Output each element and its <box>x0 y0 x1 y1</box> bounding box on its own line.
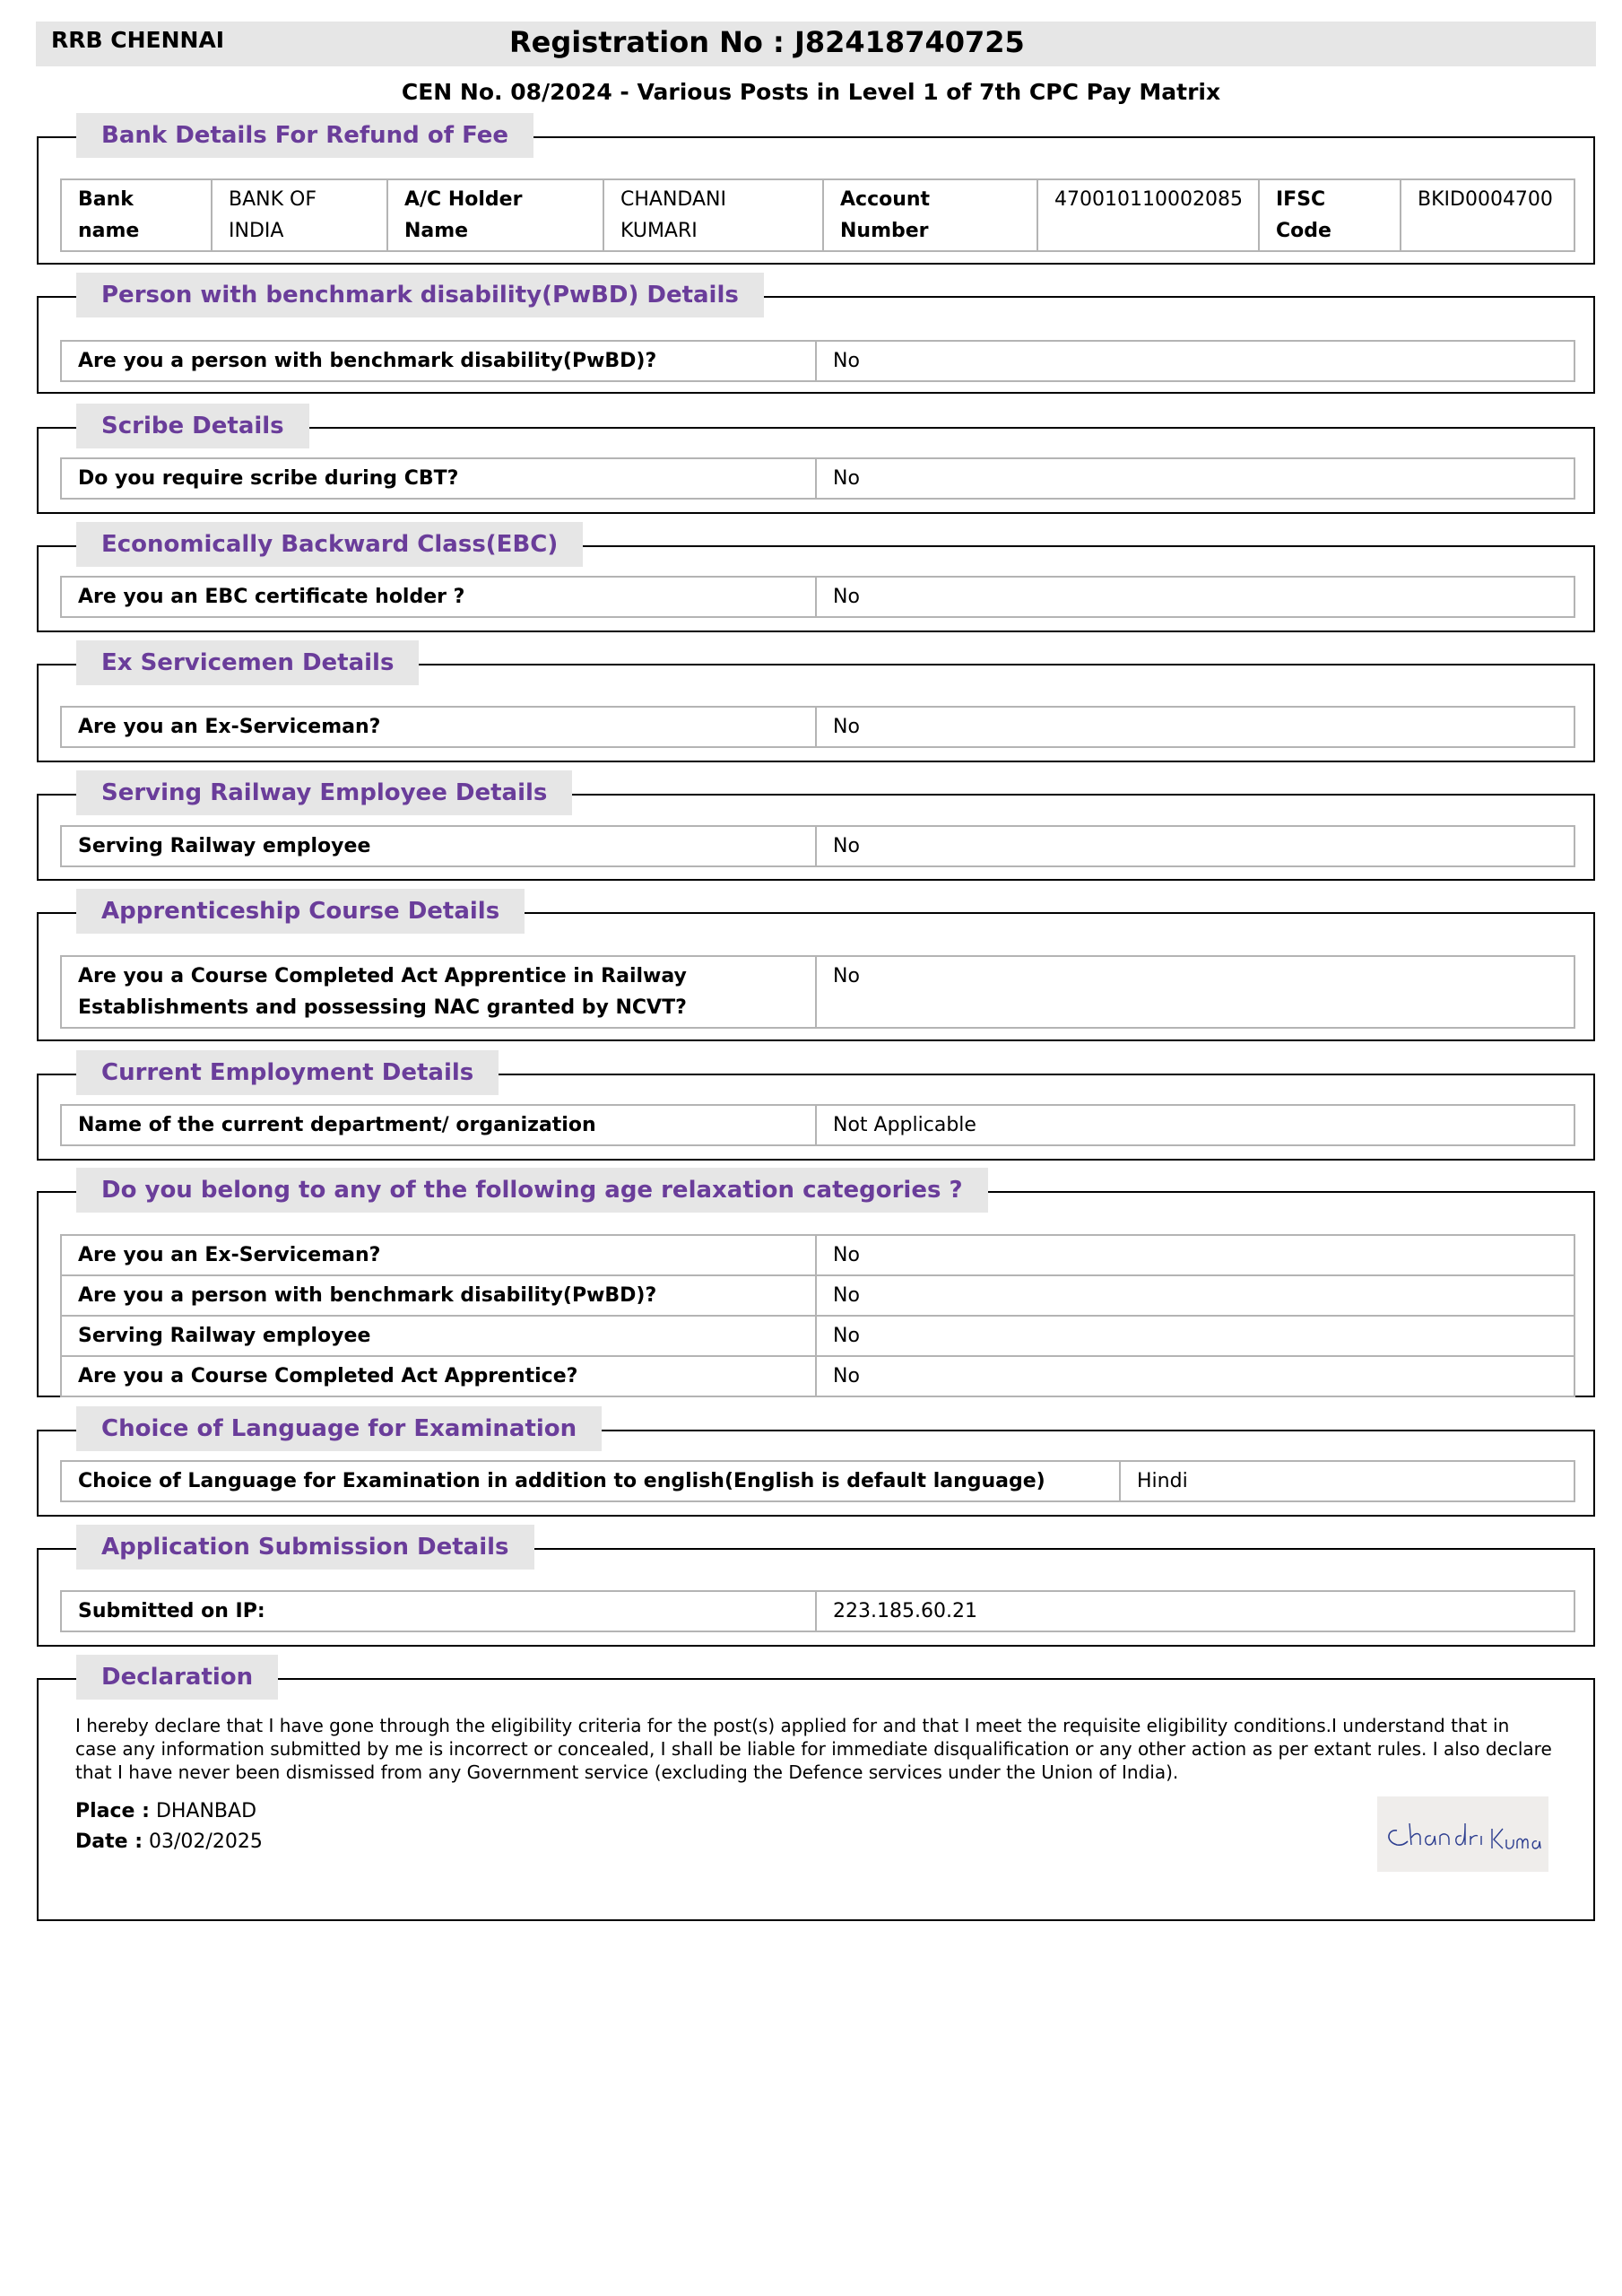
bank-name-label: Bank name <box>61 179 212 251</box>
section-title: Person with benchmark disability(PwBD) Details <box>76 273 764 317</box>
age-relax-question: Are you an Ex-Serviceman? <box>61 1235 816 1275</box>
ex-servicemen-question: Are you an Ex-Serviceman? <box>61 707 816 747</box>
submission-table <box>60 1590 1575 1632</box>
table-row <box>61 1275 1574 1316</box>
ebc-section <box>37 531 1595 632</box>
bank-details-section <box>37 122 1595 265</box>
registration-number: Registration No : J82418740725 <box>509 25 1025 59</box>
table-row <box>61 1591 1574 1631</box>
ex-servicemen-section <box>37 649 1595 762</box>
table-row <box>61 826 1574 866</box>
pwbd-question: Are you a person with benchmark disability(PwBD)? <box>61 341 816 381</box>
ebc-question: Are you an EBC certificate holder ? <box>61 577 816 617</box>
table-row <box>61 1235 1574 1275</box>
ex-servicemen-answer: No <box>816 707 1574 747</box>
railway-employee-question: Serving Railway employee <box>61 826 816 866</box>
place-value: DHANBAD <box>155 1800 257 1822</box>
age-relaxation-section <box>37 1177 1595 1397</box>
pwbd-table <box>60 340 1575 382</box>
submission-section <box>37 1534 1595 1647</box>
ifsc-value: BKID0004700 <box>1401 179 1574 251</box>
section-title: Economically Backward Class(EBC) <box>76 522 583 567</box>
place-line <box>75 1800 256 1822</box>
date-label: Date : <box>75 1831 143 1853</box>
holder-name-label: A/C Holder Name <box>387 179 603 251</box>
table-row <box>61 956 1574 1028</box>
table-row <box>61 577 1574 617</box>
age-relax-question: Serving Railway employee <box>61 1316 816 1356</box>
apprenticeship-answer: No <box>816 956 1574 1028</box>
language-section <box>37 1415 1595 1517</box>
section-title: Application Submission Details <box>76 1525 534 1570</box>
table-row <box>61 1356 1574 1396</box>
header-bar <box>36 22 1596 66</box>
apprenticeship-question: Are you a Course Completed Act Apprentice in Railway Establishments and possessing NAC granted by NCVT? <box>61 956 816 1028</box>
current-employment-section <box>37 1059 1595 1161</box>
age-relaxation-table <box>60 1234 1575 1397</box>
holder-name-value: CHANDANI KUMARI <box>603 179 823 251</box>
ebc-answer: No <box>816 577 1574 617</box>
signature-drawing <box>1377 1796 1548 1872</box>
cen-title: CEN No. 08/2024 - Various Posts in Level 1 of 7th CPC Pay Matrix <box>401 79 1221 105</box>
railway-employee-section <box>37 779 1595 881</box>
apprenticeship-table <box>60 955 1575 1029</box>
age-relax-question: Are you a person with benchmark disability(PwBD)? <box>61 1275 816 1316</box>
apprenticeship-section <box>37 898 1595 1041</box>
section-title: Ex Servicemen Details <box>76 640 419 685</box>
place-label: Place : <box>75 1800 150 1822</box>
ebc-table <box>60 576 1575 618</box>
age-relax-answer: No <box>816 1356 1574 1396</box>
ifsc-label: IFSC Code <box>1259 179 1401 251</box>
section-title: Do you belong to any of the following age relaxation categories ? <box>76 1168 988 1213</box>
employment-question: Name of the current department/ organization <box>61 1105 816 1145</box>
table-row <box>61 179 1574 251</box>
table-row <box>61 707 1574 747</box>
age-relax-answer: No <box>816 1235 1574 1275</box>
table-row <box>61 341 1574 381</box>
section-title: Choice of Language for Examination <box>76 1406 602 1451</box>
employment-answer: Not Applicable <box>816 1105 1574 1145</box>
section-title: Current Employment Details <box>76 1050 499 1095</box>
section-title: Apprenticeship Course Details <box>76 889 525 934</box>
current-employment-table <box>60 1104 1575 1146</box>
bank-name-value: BANK OF INDIA <box>212 179 387 251</box>
account-number-value: 470010110002085 <box>1037 179 1259 251</box>
account-number-label: Account Number <box>823 179 1037 251</box>
table-row <box>61 458 1574 499</box>
date-line <box>75 1831 263 1853</box>
scribe-question: Do you require scribe during CBT? <box>61 458 816 499</box>
pwbd-section <box>37 282 1595 394</box>
pwbd-answer: No <box>816 341 1574 381</box>
ex-servicemen-table <box>60 706 1575 748</box>
section-title: Bank Details For Refund of Fee <box>76 113 533 158</box>
section-title: Declaration <box>76 1655 278 1700</box>
age-relax-answer: No <box>816 1275 1574 1316</box>
age-relax-question: Are you a Course Completed Act Apprentice? <box>61 1356 816 1396</box>
section-title: Scribe Details <box>76 404 309 448</box>
table-row <box>61 1105 1574 1145</box>
scribe-table <box>60 457 1575 500</box>
railway-employee-answer: No <box>816 826 1574 866</box>
submitted-ip-label: Submitted on IP: <box>61 1591 816 1631</box>
railway-employee-table <box>60 825 1575 867</box>
declaration-section <box>37 1664 1595 1921</box>
language-table <box>60 1460 1575 1502</box>
section-title: Serving Railway Employee Details <box>76 770 572 815</box>
submitted-ip-value: 223.185.60.21 <box>816 1591 1574 1631</box>
language-question: Choice of Language for Examination in addition to english(English is default language) <box>61 1461 1120 1501</box>
scribe-section <box>37 413 1595 514</box>
language-answer: Hindi <box>1120 1461 1574 1501</box>
age-relax-answer: No <box>816 1316 1574 1356</box>
table-row <box>61 1316 1574 1356</box>
signature-image <box>1377 1796 1548 1872</box>
table-row <box>61 1461 1574 1501</box>
bank-details-table <box>60 178 1575 252</box>
date-value: 03/02/2025 <box>149 1831 263 1853</box>
declaration-text: I hereby declare that I have gone through the eligibility criteria for the post(s) applied for and that I meet the requisite eligibility conditions.I understand that in case any information submitted by me is incorrect or concealed, I shall be liable for immediate disqualification or any other action as per extant rules. I also declare that I have never been dismissed from any Government service (excluding the Defence services under the Union of India). <box>75 1715 1552 1783</box>
board-name: RRB CHENNAI <box>51 27 225 53</box>
scribe-answer: No <box>816 458 1574 499</box>
